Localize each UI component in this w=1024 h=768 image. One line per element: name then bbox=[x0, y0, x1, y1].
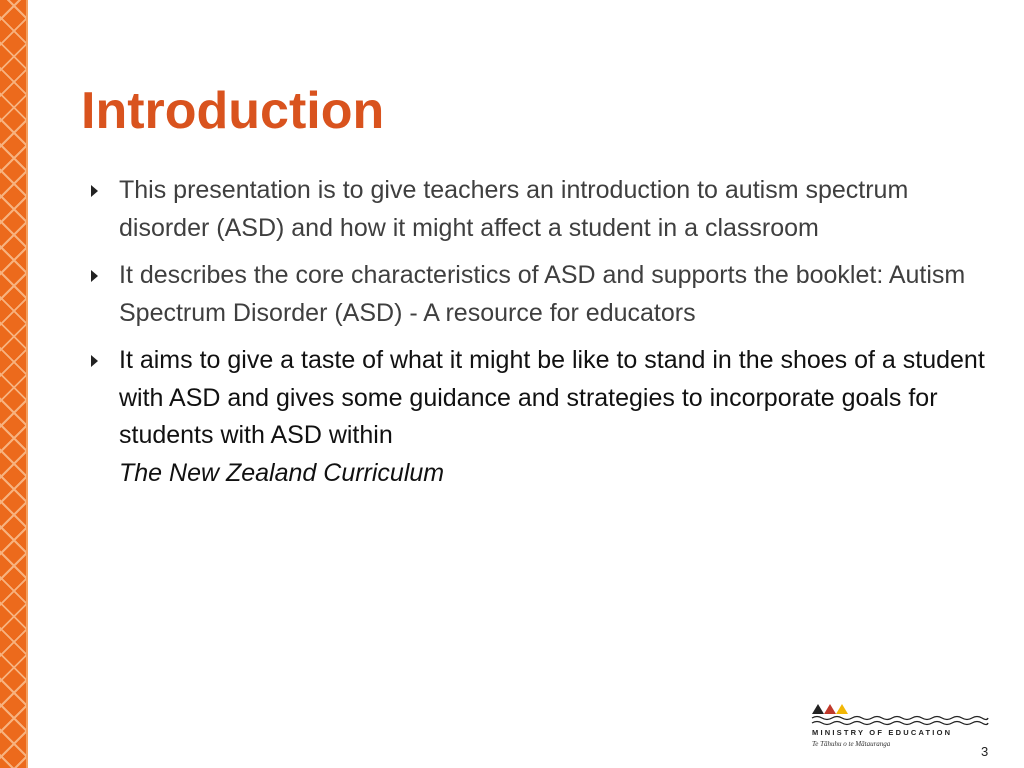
bullet-text-3: It aims to give a taste of what it might be like to stand in the shoes of a student with ASD and gives some guidance and strategies to incorporate goals for students with ASD within bbox=[119, 346, 985, 449]
bullet-arrow-icon bbox=[91, 270, 98, 282]
bullet-item-3 bbox=[84, 342, 989, 492]
logo-subtitle: Te Tāhuhu o te Mātauranga bbox=[812, 740, 891, 748]
bullet-arrow-icon bbox=[91, 185, 98, 197]
bullet-arrow-icon bbox=[91, 355, 98, 367]
curriculum-title: The New Zealand Curriculum bbox=[119, 458, 445, 487]
slide-title: Introduction bbox=[81, 82, 385, 140]
bullet-text-1: This presentation is to give teachers an introduction to autism spectrum disorder (ASD) and how it might affect a student in a classroom bbox=[119, 176, 909, 242]
bullet-item-1 bbox=[84, 172, 989, 247]
page-number: 3 bbox=[981, 744, 989, 759]
bullet-list bbox=[84, 172, 989, 502]
logo-wordmark: MINISTRY OF EDUCATION bbox=[812, 728, 953, 737]
bullet-item-2 bbox=[84, 257, 989, 332]
decorative-border-pattern bbox=[0, 0, 28, 768]
bullet-text-2: It describes the core characteristics of ASD and supports the booklet: Autism Spectrum Disorder (ASD) - A resource for educators bbox=[119, 261, 966, 327]
